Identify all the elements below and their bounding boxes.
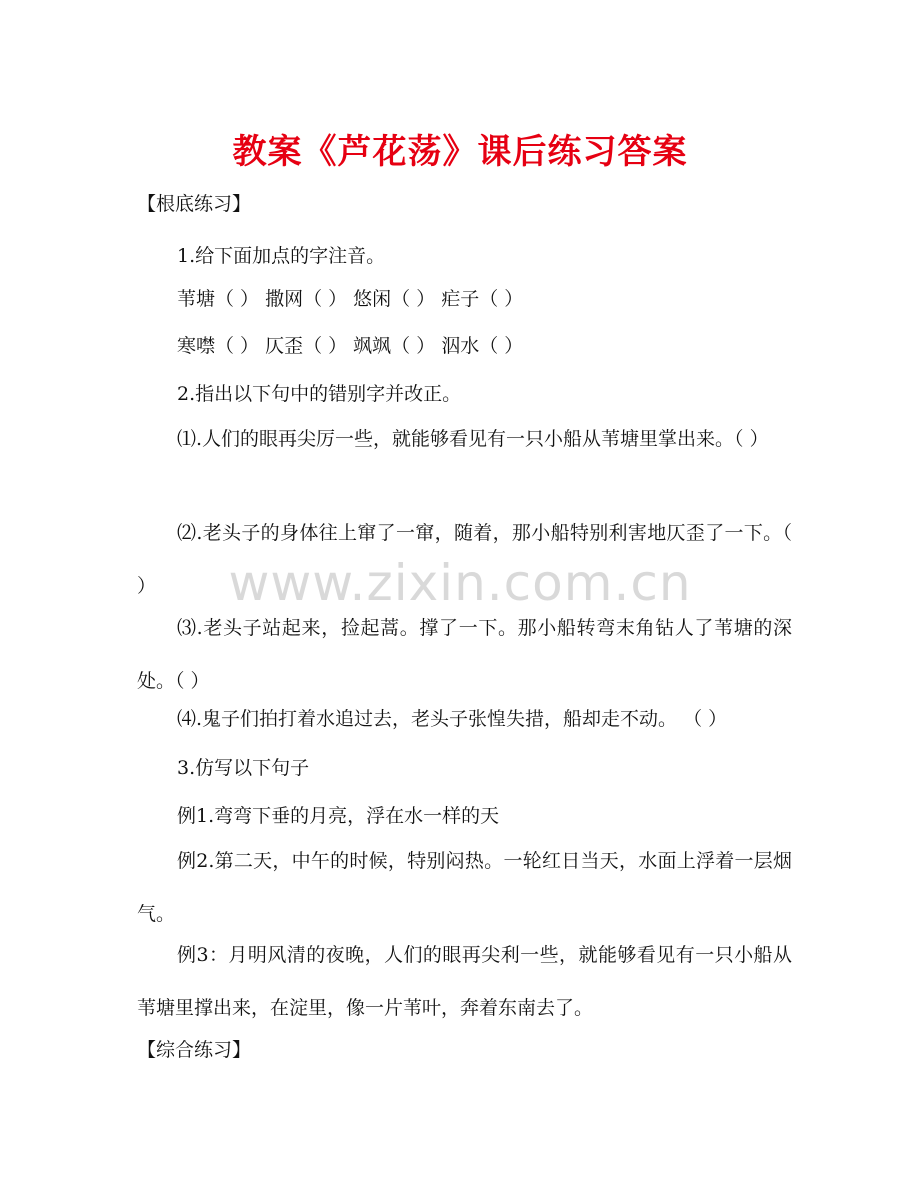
question-3-prompt: 3.仿写以下句子: [177, 757, 310, 779]
question-3-example-3: 例3：月明风清的夜晚，人们的眼再尖利一些，就能够看见有一只小船从苇塘里撑出来，在淀里，像一片苇叶，奔着东南去了。: [137, 944, 792, 1019]
question-1-row-2: 寒噤（ ） 仄歪（ ） 飒飒（ ） 泅水（ ）: [177, 335, 524, 357]
watermark: www.zixin.com.cn: [228, 554, 692, 612]
document-title: 教案《芦花荡》课后练习答案: [232, 132, 688, 172]
section-heading-basic: 【根底练习】: [137, 193, 252, 215]
question-2-item-4: ⑷.鬼子们拍打着水追过去，老头子张惶失措，船却走不动。 （ ）: [177, 708, 728, 730]
question-1-row-1: 苇塘（ ） 撒网（ ） 悠闲（ ） 疟子（ ）: [177, 288, 524, 310]
question-2-item-3: ⑶.老头子站起来，捡起蒿。撑了一下。那小船转弯末角钻人了苇塘的深处。（ ）: [137, 617, 792, 692]
question-2-item-2: ⑵.老头子的身体往上窜了一窜，随着，那小船特别利害地仄歪了一下。（ ）: [137, 522, 792, 597]
question-2-prompt: 2.指出以下句中的错别字并改正。: [177, 383, 462, 405]
question-3-example-1: 例1.弯弯下垂的月亮，浮在水一样的天: [177, 805, 500, 827]
section-heading-comprehensive: 【综合练习】: [137, 1039, 252, 1061]
question-3-example-2: 例2.第二天，中午的时候，特别闷热。一轮红日当天，水面上浮着一层烟气。: [137, 850, 792, 925]
question-1-prompt: 1.给下面加点的字注音。: [177, 245, 386, 267]
question-2-item-1: ⑴.人们的眼再尖厉一些，就能够看见有一只小船从苇塘里掌出来。（ ）: [177, 428, 769, 450]
